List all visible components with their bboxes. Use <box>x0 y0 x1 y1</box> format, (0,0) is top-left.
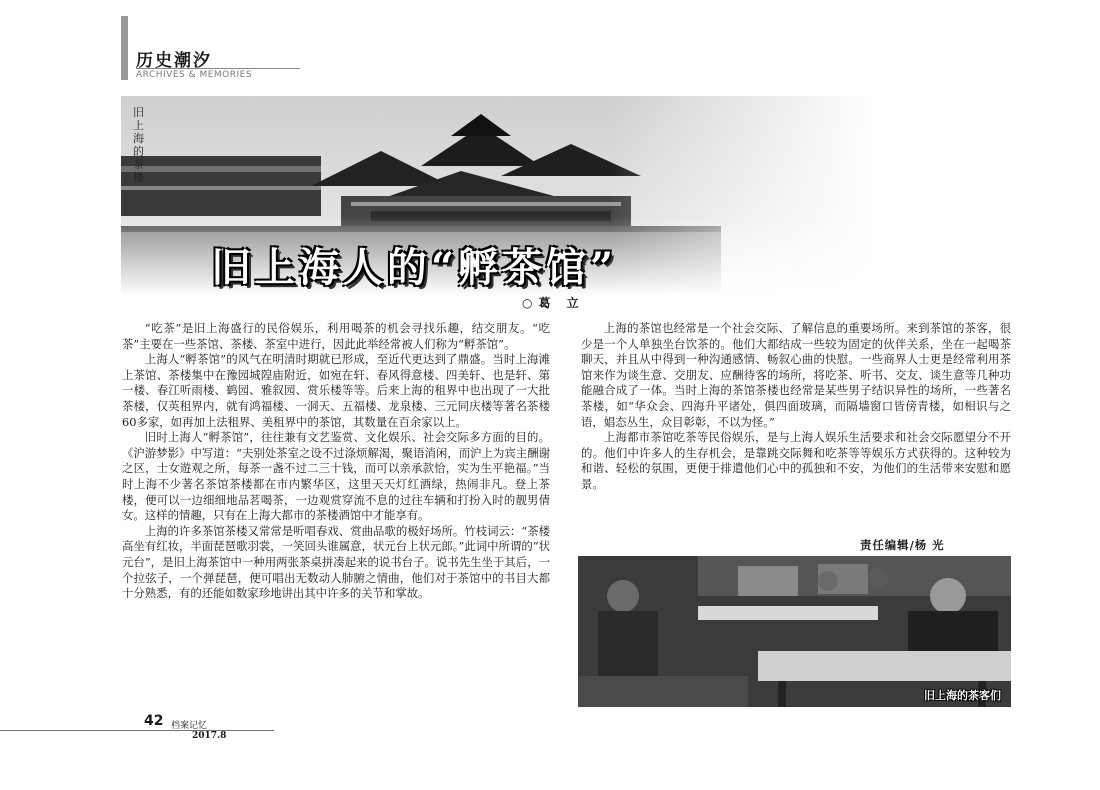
footer-rule <box>0 730 274 731</box>
hero-caption: 旧上海的茶楼 <box>133 106 144 184</box>
responsible-editor: 责任编辑/杨 光 <box>860 538 945 552</box>
section-title: 历史潮汐 <box>136 51 212 71</box>
customers-photo-image <box>578 556 1011 707</box>
hero-image <box>121 96 1011 296</box>
section-bar <box>121 16 128 80</box>
paragraph: “吃茶”是旧上海盛行的民俗娱乐，利用喝茶的机会寻找乐趣，结交朋友。“吃茶”主要在一些茶馆、茶楼、茶室中进行，因此此举经常被人们称为“孵茶馆”。 <box>122 321 550 351</box>
paragraph: 旧时上海人“孵茶馆”，往往兼有文艺鉴赏、文化娱乐、社会交际多方面的目的。《沪游梦影》中写道：“夫别处茶室之设不过涤烦解渴，聚语消闲，而沪上为宾主酬谢之区，士女遊观之所，每茶一盏不过二三十钱，而可以亲承款恰，实为生平艳福。”当时上海不少著名茶馆茶楼都在市内繁华区，这里天天灯红酒绿，热闹非凡。登上茶楼，便可以一边细细地品茗喝茶，一边观赏穿流不息的过往车辆和打扮入时的靓男倩女。这样的情趣，只有在上海大都市的茶楼酒馆中才能享有。 <box>122 430 550 523</box>
article-title: 旧上海人的“孵茶馆” <box>211 244 618 291</box>
paragraph: 上海都市茶馆吃茶等民俗娱乐，是与上海人娱乐生活要求和社会交际愿望分不开的。他们中许多人的生存机会，是靠跳交际舞和吃茶等等娱乐方式获得的。这种较为和谐、轻松的氛围，更便于排遣他们心中的孤独和不安，为他们的生活带来安慰和愿景。 <box>581 430 1011 491</box>
author: ○葛 立 <box>522 296 585 310</box>
page-number: 42 <box>144 713 164 729</box>
section-subtitle: ARCHIVES & MEMORIES <box>136 68 300 80</box>
magazine-name: 档案记忆 <box>171 721 208 731</box>
teahouse-customers-photo <box>578 556 1011 707</box>
paragraph: 上海人“孵茶馆”的风气在明清时期就已形成，至近代更达到了鼎盛。当时上海滩上茶馆、茶楼集中在豫园城隍庙附近，如宛在轩、春风得意楼、四美轩、也是轩、第一楼、春江听雨楼、鹤园、雅叙园、赏乐楼等等。后来上海的租界中也出现了一大批茶楼，仅英租界内，就有鸿福楼、一洞天、五福楼、龙泉楼、三元同庆楼等著名茶楼60多家，如再加上法租界、美租界中的茶馆，其数量在百余家以上。 <box>122 352 550 429</box>
issue-date: 2017.8 <box>192 731 227 741</box>
article-column-right <box>581 321 1011 493</box>
photo-caption: 旧上海的茶客们 <box>924 689 1001 702</box>
article-column-left <box>122 321 550 602</box>
paragraph: 上海的茶馆也经常是一个社会交际、了解信息的重要场所。来到茶馆的茶客，很少是一个人单独坐台饮茶的。他们大都结成一些较为固定的伙伴关系，坐在一起喝茶聊天，并且从中得到一种沟通感情、畅叙心曲的快慰。一些商界人士更是经常利用茶馆来作为谈生意、交朋友、应酬待客的场所，将吃茶、听书、交友、谈生意等几种功能融合成了一体。当时上海的茶馆茶楼也经常是某些男子结识异性的场所，一些著名茶楼，如“华众会、四海升平诸处，俱四面玻璃，而隔墙窗口皆傍青楼，如相识与之语，娼态丛生，众目彰彰，不以为怪。” <box>581 321 1011 429</box>
paragraph: 上海的许多茶馆茶楼又常常是听唱春戏、赏曲品歌的极好场所。竹枝词云：“茶楼高坐有红妆，半面琵琶歌羽裳，一笑回头谁属意，状元台上状元郎。”此词中所谓的“状元台”，是旧上海茶馆中一种用两张茶桌拼凑起来的说书台子。说书先生坐于其后，一个拉弦子，一个弹琵琶，便可唱出无数动人肺腑之情曲，他们对于茶馆中的书目大都十分熟悉，有的还能如数家珍地讲出其中许多的关节和掌故。 <box>122 523 550 601</box>
